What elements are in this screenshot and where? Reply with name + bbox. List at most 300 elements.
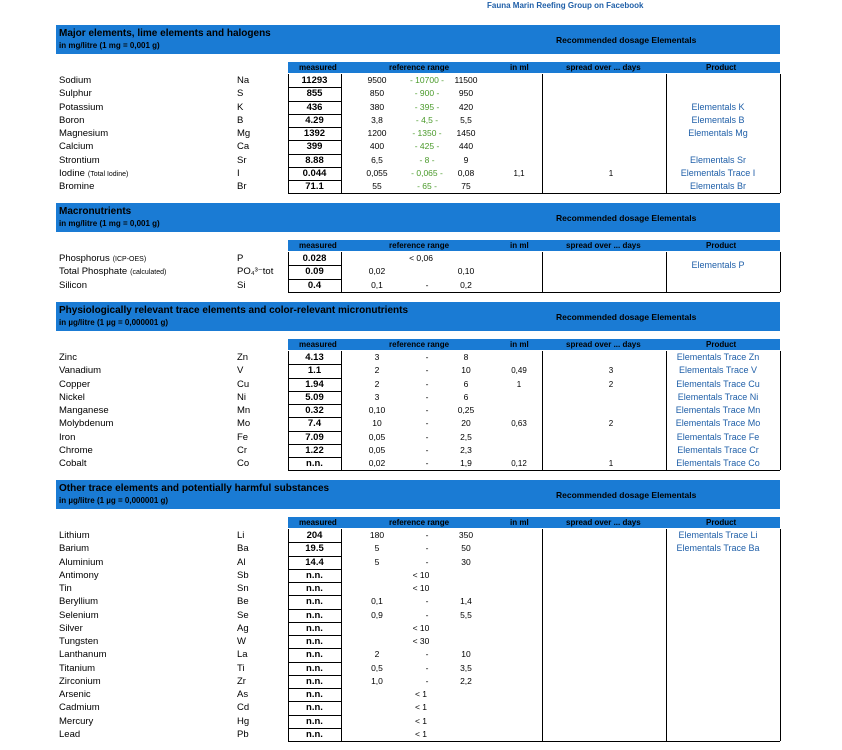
- grid-vline: [780, 74, 781, 193]
- col-header-product: Product: [706, 340, 737, 349]
- product-link[interactable]: Elementals Trace Mn: [675, 405, 761, 415]
- table-row: [56, 127, 780, 140]
- table-row: [56, 391, 780, 404]
- element-name: [59, 582, 72, 595]
- reference-target: - 425 -: [414, 141, 440, 152]
- measured-value: n.n.: [306, 649, 323, 661]
- element-name: [59, 457, 86, 470]
- table-row: [56, 154, 780, 167]
- table-row: [56, 167, 780, 180]
- reference-high: 5,5: [460, 609, 472, 620]
- product-link[interactable]: Elementals Sr: [689, 154, 747, 165]
- reference-range: < 0,06: [409, 253, 433, 263]
- element-symbol: V: [237, 365, 244, 377]
- measured-value: 1.94: [305, 378, 324, 390]
- product-link[interactable]: Elementals Trace V: [678, 365, 758, 376]
- table-row: [56, 114, 780, 127]
- reference-target: -: [425, 649, 429, 660]
- element-symbol: Ba: [237, 543, 249, 555]
- reference-high: 8: [463, 352, 469, 362]
- element-name-text: Antimony: [59, 569, 99, 581]
- recommended-dosage-label: Recommended dosage Elementals: [556, 213, 697, 223]
- reference-high: 3,5: [460, 662, 472, 673]
- element-symbol: Ti: [237, 662, 245, 674]
- element-symbol: Cd: [237, 702, 250, 714]
- product-link[interactable]: Elementals B: [691, 114, 745, 125]
- element-symbol: Sb: [237, 569, 249, 581]
- reference-high: 2,5: [460, 431, 472, 442]
- section-3: [56, 302, 780, 474]
- element-name-text: Tin: [59, 583, 72, 594]
- reference-range: < 1: [414, 702, 428, 713]
- product-link[interactable]: Elementals Trace Co: [676, 458, 760, 468]
- table-row: [56, 595, 780, 608]
- element-name: [59, 444, 93, 457]
- product-link[interactable]: Elementals Trace Ni: [677, 391, 759, 402]
- table-row: [56, 279, 780, 292]
- element-symbol: Ni: [237, 391, 246, 403]
- reference-target: -: [425, 596, 429, 607]
- reference-high: 6: [463, 378, 469, 389]
- reference-low: 1200: [367, 128, 387, 138]
- reference-target: -: [425, 530, 429, 540]
- section-header-bar: [56, 302, 780, 331]
- table-row: [56, 582, 780, 595]
- reference-high: 1450: [456, 128, 476, 138]
- measured-value: 11293: [301, 75, 328, 86]
- product-link[interactable]: Elementals Trace Fe: [676, 431, 760, 442]
- reference-target: -: [425, 279, 429, 290]
- element-symbol: Hg: [237, 715, 250, 727]
- col-header-measured: measured: [299, 518, 337, 527]
- reference-low: 380: [369, 101, 385, 112]
- element-symbol: P: [237, 253, 244, 264]
- reference-low: 0,055: [366, 167, 388, 178]
- column-header-bar: [288, 62, 780, 73]
- element-name-text: Tungsten: [59, 636, 99, 647]
- product-link[interactable]: Elementals Trace Li: [678, 530, 758, 540]
- element-name: [59, 715, 93, 728]
- element-name: [59, 556, 103, 569]
- table-row: [56, 140, 780, 153]
- element-name: [59, 74, 91, 87]
- reference-high: 1,4: [460, 596, 472, 607]
- measured-value: n.n.: [306, 728, 323, 740]
- table-row: [56, 662, 780, 675]
- reference-target: - 900 -: [414, 88, 440, 99]
- column-header-bar: [288, 339, 780, 350]
- element-name: [59, 431, 75, 444]
- element-name-text: Bromine: [59, 181, 95, 192]
- reference-high: 75: [461, 181, 471, 191]
- reference-high: 11500: [454, 75, 478, 85]
- product-link[interactable]: Elementals Trace Cr: [677, 444, 759, 455]
- reference-low: 10: [372, 418, 382, 429]
- element-name-text: Boron: [59, 114, 85, 126]
- grid-vline: [780, 351, 781, 470]
- reference-low: 3,8: [371, 114, 383, 125]
- section-header-bar: [56, 25, 780, 54]
- reference-target: - 395 -: [414, 101, 440, 112]
- element-name-text: Vanadium: [59, 365, 102, 377]
- element-symbol: S: [237, 88, 244, 100]
- measured-value: n.n.: [306, 609, 323, 621]
- element-symbol: Mn: [237, 405, 251, 416]
- table-row: [56, 688, 780, 701]
- element-name-text: Beryllium: [59, 596, 99, 608]
- measured-value: 0.32: [305, 405, 324, 416]
- table-row: [56, 101, 780, 114]
- reference-low: 0,02: [368, 266, 386, 277]
- table-row: [56, 556, 780, 569]
- section-header-bar: [56, 480, 780, 509]
- spread-days: 1: [608, 168, 614, 178]
- element-symbol: I: [237, 167, 240, 179]
- reference-target: - 4,5 -: [415, 114, 439, 125]
- col-header-product: Product: [706, 241, 737, 250]
- element-note: (calculated): [130, 269, 167, 277]
- measured-value: n.n.: [306, 689, 323, 700]
- product-link[interactable]: Elementals Trace I: [680, 167, 756, 178]
- reference-low: 0,1: [371, 279, 383, 290]
- table-row: [56, 431, 780, 444]
- table-row: [56, 444, 780, 457]
- reference-low: 3: [374, 391, 380, 402]
- reference-low: 0,10: [368, 405, 386, 415]
- reference-low: 0,05: [368, 444, 386, 455]
- reference-target: - 10700 -: [409, 75, 445, 85]
- reference-low: 1,0: [371, 675, 383, 686]
- element-symbol: Se: [237, 609, 249, 621]
- table-row: [56, 728, 780, 741]
- table-row: [56, 715, 780, 728]
- element-symbol: Ag: [237, 622, 249, 634]
- element-symbol: Br: [237, 181, 247, 192]
- reference-high: 50: [461, 543, 471, 554]
- reference-target: - 0,065 -: [411, 167, 443, 178]
- reference-low: 180: [369, 530, 385, 540]
- element-symbol: Sr: [237, 154, 247, 166]
- table-row: [56, 404, 780, 417]
- measured-value: 0.028: [302, 253, 327, 264]
- reference-target: -: [425, 675, 429, 686]
- reference-high: 950: [458, 88, 474, 99]
- product-link[interactable]: Elementals Trace Zn: [676, 352, 760, 362]
- section-header-bar: [56, 203, 780, 232]
- reference-high: 5,5: [460, 114, 472, 125]
- reference-low: 0,9: [371, 609, 383, 620]
- element-name-text: Aluminium: [59, 556, 104, 568]
- element-name: [59, 569, 99, 582]
- recommended-dosage-label: Recommended dosage Elementals: [556, 35, 697, 45]
- measured-value: 7.4: [307, 418, 322, 430]
- measured-value: 1392: [303, 128, 326, 139]
- reference-low: 400: [369, 141, 385, 152]
- col-header-measured: measured: [299, 340, 337, 349]
- table-row: [56, 569, 780, 582]
- col-header-spread: spread over ... days: [566, 518, 641, 527]
- reference-low: 3: [374, 352, 380, 362]
- reference-high: 2,3: [460, 444, 472, 455]
- product-link[interactable]: Elementals K: [691, 101, 745, 112]
- element-name: [59, 417, 113, 430]
- col-header-inml: in ml: [510, 63, 529, 72]
- measured-value: 436: [306, 101, 323, 113]
- measured-value: 204: [306, 530, 323, 541]
- element-symbol: Zr: [237, 675, 246, 687]
- table-row: [56, 87, 780, 100]
- element-name-text: Manganese: [59, 405, 109, 416]
- product-link[interactable]: Elementals Mg: [688, 128, 748, 138]
- element-symbol: Fe: [237, 431, 249, 443]
- reference-target: -: [425, 405, 429, 415]
- reference-low: 0,5: [371, 662, 383, 673]
- element-name-text: Cobalt: [59, 458, 87, 469]
- element-symbol: Mg: [237, 128, 251, 139]
- measured-value: 0.09: [305, 266, 324, 278]
- element-name: [59, 728, 80, 741]
- measured-value: 8.88: [305, 154, 324, 166]
- element-name: [59, 675, 101, 688]
- element-symbol: Zn: [237, 352, 249, 363]
- element-name: [59, 140, 93, 153]
- element-name: [59, 114, 84, 127]
- element-symbol: Be: [237, 596, 249, 608]
- measured-value: 399: [306, 141, 323, 153]
- section-unit: in mg/litre (1 mg = 0,001 g): [59, 219, 160, 228]
- element-name-text: Sulphur: [59, 88, 92, 100]
- spread-days: 1: [608, 459, 614, 468]
- element-name-text: Lithium: [59, 530, 90, 541]
- reference-high: 0,08: [457, 167, 475, 178]
- product-link[interactable]: Elementals P: [691, 259, 745, 270]
- reference-range: < 1: [414, 728, 428, 739]
- element-name: [59, 127, 108, 140]
- section-2: [56, 203, 780, 296]
- reference-high: 30: [461, 556, 471, 567]
- element-symbol: As: [237, 689, 249, 700]
- table-row: [56, 609, 780, 622]
- col-header-spread: spread over ... days: [566, 340, 641, 349]
- measured-value: 1.1: [307, 365, 322, 377]
- reference-target: -: [425, 662, 429, 673]
- element-name: [59, 351, 77, 364]
- col-header-spread: spread over ... days: [566, 241, 641, 250]
- reference-high: 20: [461, 418, 471, 429]
- section-title: Macronutrients: [59, 206, 132, 217]
- measured-value: 5.09: [305, 391, 324, 403]
- element-name: [59, 622, 83, 635]
- measured-value: n.n.: [306, 596, 323, 608]
- recommended-dosage-label: Recommended dosage Elementals: [556, 312, 697, 322]
- element-name-text: Calcium: [59, 141, 94, 153]
- measured-value: n.n.: [306, 458, 323, 469]
- product-link[interactable]: Elementals Trace Ba: [676, 543, 760, 554]
- section-title: Other trace elements and potentially harmful substances: [59, 483, 330, 494]
- reference-high: 10: [461, 365, 471, 376]
- reference-range: < 10: [412, 622, 430, 633]
- product-link[interactable]: Elementals Trace Cu: [676, 378, 760, 389]
- product-block: [56, 259, 780, 272]
- reference-low: 2: [374, 649, 380, 660]
- dose-ml: 0,63: [511, 419, 527, 429]
- element-symbol: Al: [237, 556, 246, 568]
- reference-target: - 65 -: [417, 181, 437, 191]
- reference-low: 850: [369, 88, 385, 99]
- reference-target: -: [425, 431, 429, 442]
- element-symbol: Na: [237, 75, 250, 86]
- reference-low: 55: [372, 181, 382, 191]
- reference-high: 6: [463, 391, 469, 402]
- measured-value: 0.044: [302, 167, 327, 179]
- measured-value: 14.4: [305, 556, 324, 568]
- section-unit: in mg/litre (1 mg = 0,001 g): [59, 41, 160, 50]
- table-row: [56, 675, 780, 688]
- element-name: [59, 595, 98, 608]
- element-name: [59, 180, 94, 193]
- measured-value: n.n.: [306, 569, 323, 581]
- grid-vline: [780, 252, 781, 292]
- col-header-spread: spread over ... days: [566, 63, 641, 72]
- reference-low: 2: [374, 365, 380, 376]
- element-symbol: Sn: [237, 583, 249, 594]
- dose-ml: 0,12: [511, 459, 527, 468]
- element-symbol: Mo: [237, 418, 251, 430]
- table-row: [56, 701, 780, 714]
- reference-low: 2: [374, 378, 380, 389]
- reference-range: < 10: [412, 569, 430, 580]
- element-name-text: Sodium: [59, 75, 92, 86]
- element-name-text: Cadmium: [59, 702, 100, 714]
- measured-value: n.n.: [306, 662, 323, 674]
- section-4: [56, 480, 780, 745]
- reference-range: < 30: [412, 636, 430, 646]
- element-name-text: Nickel: [59, 391, 85, 403]
- element-note: (Total Iodine): [87, 170, 129, 178]
- reference-low: 0,05: [368, 431, 386, 442]
- col-header-range: reference range: [389, 241, 450, 250]
- reference-target: -: [425, 543, 429, 554]
- element-name-text: Silicon: [59, 279, 87, 291]
- element-name-text: Zinc: [59, 352, 77, 363]
- element-symbol: Co: [237, 458, 250, 469]
- reference-high: 350: [458, 530, 474, 540]
- facebook-group-link[interactable]: Fauna Marin Reefing Group on Facebook: [487, 1, 644, 10]
- reference-target: -: [425, 418, 429, 429]
- table-row: [56, 378, 780, 391]
- col-header-product: Product: [706, 518, 737, 527]
- reference-target: -: [425, 444, 429, 455]
- element-name-text: Phosphorus: [59, 253, 110, 264]
- reference-high: 1,9: [460, 458, 472, 468]
- reference-target: -: [425, 352, 429, 362]
- table-row: [56, 364, 780, 377]
- col-header-inml: in ml: [510, 340, 529, 349]
- element-name: [59, 87, 92, 100]
- col-header-measured: measured: [299, 241, 337, 250]
- measured-value: 1.22: [305, 444, 324, 456]
- measured-value: 4.13: [305, 352, 324, 363]
- section-title: Physiologically relevant trace elements and color-relevant micronutrients: [59, 305, 409, 316]
- measured-value: 4.29: [305, 114, 324, 126]
- element-name-text: Selenium: [59, 609, 99, 621]
- section-unit: in µg/litre (1 µg = 0,000001 g): [59, 496, 169, 505]
- reference-target: -: [425, 391, 429, 402]
- reference-low: 6,5: [371, 154, 383, 165]
- spread-days: 3: [608, 366, 614, 376]
- element-symbol: K: [237, 101, 244, 113]
- reference-target: -: [425, 556, 429, 567]
- reference-low: 5: [374, 543, 380, 554]
- product-link[interactable]: Elementals Trace Mo: [675, 418, 761, 429]
- reference-high: 440: [458, 141, 474, 152]
- element-symbol: Li: [237, 530, 245, 541]
- reference-range: < 10: [412, 583, 430, 593]
- element-name: [59, 609, 99, 622]
- col-header-inml: in ml: [510, 518, 529, 527]
- measured-value: 7.09: [305, 431, 324, 443]
- element-name-text: Magnesium: [59, 128, 109, 139]
- element-name-text: Zirconium: [59, 675, 101, 687]
- reference-target: -: [425, 378, 429, 389]
- measured-value: n.n.: [306, 675, 323, 687]
- reference-low: 5: [374, 556, 380, 567]
- element-name: [59, 378, 90, 391]
- section-1: [56, 25, 780, 197]
- element-name-text: Molybdenum: [59, 418, 114, 430]
- element-name-text: Iron: [59, 431, 76, 443]
- element-name: [59, 404, 109, 417]
- reference-low: 9500: [367, 75, 387, 85]
- reference-range: < 1: [414, 715, 428, 726]
- reference-high: 9: [463, 154, 469, 165]
- element-name-text: Potassium: [59, 101, 104, 113]
- measured-value: 71.1: [305, 181, 324, 192]
- element-symbol: Si: [237, 279, 246, 291]
- spread-days: 2: [608, 379, 614, 389]
- reference-high: 0,2: [460, 279, 472, 290]
- element-symbol: Ca: [237, 141, 250, 153]
- element-name: [59, 391, 85, 404]
- element-name-text: Lead: [59, 728, 81, 740]
- reference-target: -: [425, 609, 429, 620]
- reference-target: - 8 -: [419, 154, 435, 165]
- reference-target: - 1350 -: [412, 128, 442, 138]
- table-row: [56, 180, 780, 193]
- element-name-text: Arsenic: [59, 689, 91, 700]
- col-header-range: reference range: [389, 63, 450, 72]
- reference-target: -: [425, 458, 429, 468]
- section-unit: in µg/litre (1 µg = 0,000001 g): [59, 318, 169, 327]
- element-symbol: B: [237, 114, 244, 126]
- element-symbol: Pb: [237, 728, 249, 740]
- element-name: [59, 154, 100, 167]
- column-header-bar: [288, 517, 780, 528]
- table-row: [56, 622, 780, 635]
- reference-high: 0,25: [457, 405, 475, 415]
- element-name: [59, 167, 128, 181]
- table-row: [56, 635, 780, 648]
- element-name-text: Barium: [59, 543, 90, 555]
- element-name-text: Total Phosphate: [59, 266, 128, 278]
- product-link[interactable]: Elementals Br: [689, 181, 747, 191]
- element-name: [59, 364, 101, 377]
- element-name-text: Iodine: [59, 167, 85, 179]
- element-name: [59, 529, 90, 542]
- element-symbol: W: [237, 636, 246, 647]
- element-name: [59, 542, 89, 555]
- reference-high: 420: [458, 101, 474, 112]
